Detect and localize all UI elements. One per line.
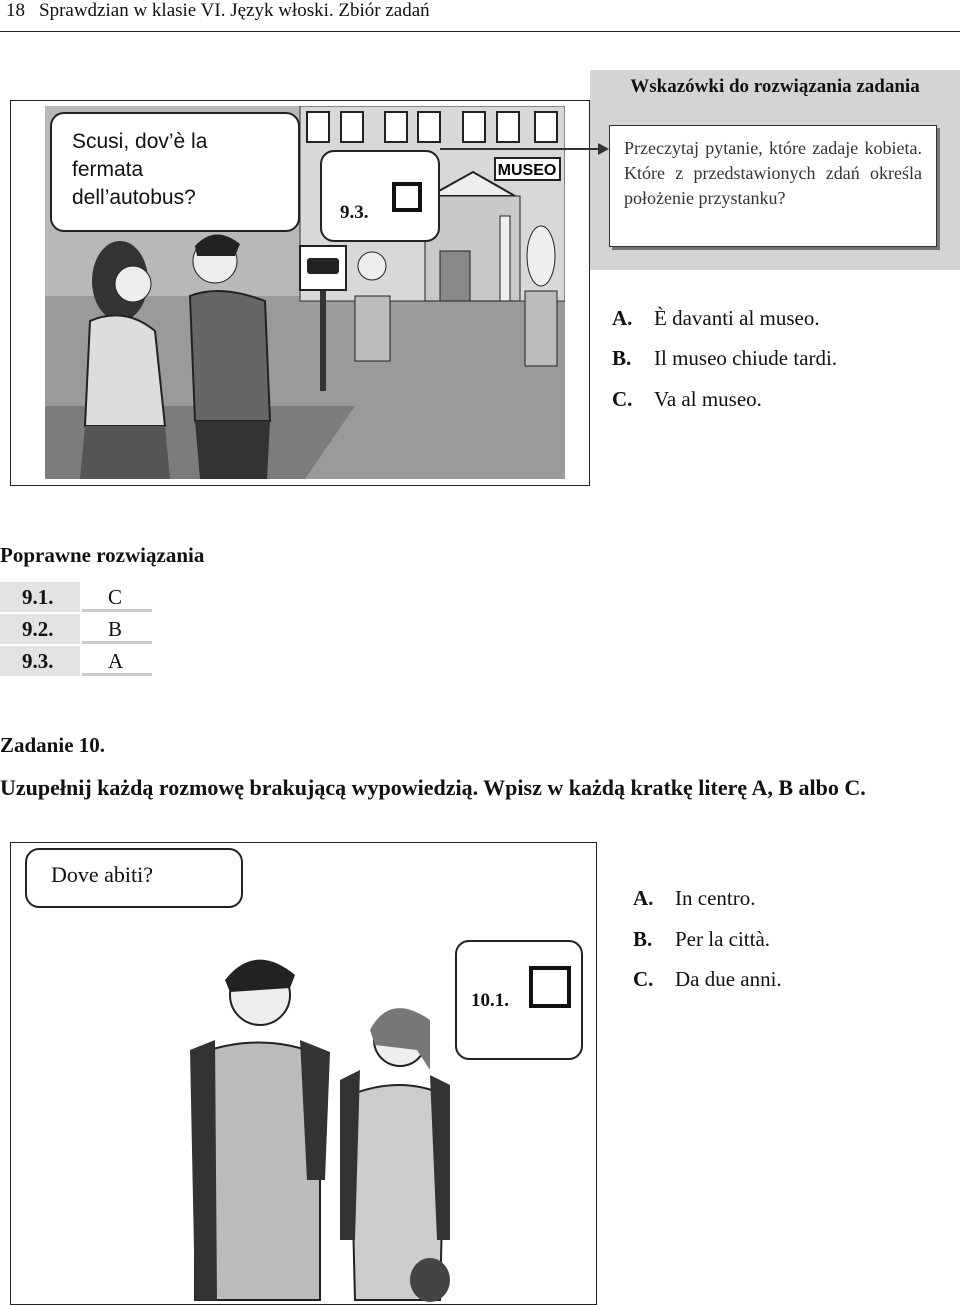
speech-line: dell’autobus? bbox=[72, 186, 196, 209]
speech-line: fermata bbox=[72, 158, 144, 181]
hints-title: Wskazówki do rozwiązania zadania bbox=[630, 76, 920, 97]
answer-number: 10.1. bbox=[471, 990, 509, 1011]
solutions-title: Poprawne rozwiązania bbox=[0, 543, 205, 567]
pointer-arrow-icon bbox=[598, 143, 609, 155]
answer-bubble-9-3 bbox=[320, 150, 440, 242]
task10-instruction: Uzupełnij każdą rozmowę brakującą wypowiedzią. Wpisz w każdą kratkę literę A, B albo C. bbox=[0, 775, 866, 800]
option-b: B. Il museo chiude tardi. bbox=[612, 346, 838, 370]
option-c: C. Va al museo. bbox=[612, 387, 762, 411]
answer-box[interactable] bbox=[392, 182, 422, 212]
pointer-arrow-line bbox=[440, 148, 600, 150]
answer-bubble-10-1 bbox=[455, 940, 583, 1060]
running-title: Sprawdzian w klasie VI. Język włoski. Zbiór zadań bbox=[39, 0, 430, 21]
woman-speech-bubble bbox=[50, 112, 300, 232]
option-a: A. In centro. bbox=[633, 886, 756, 910]
header-rule bbox=[0, 31, 960, 32]
option-b: B. Per la città. bbox=[633, 927, 771, 951]
answer-box[interactable] bbox=[529, 966, 571, 1008]
hint-text: Przeczytaj pytanie, które zadaje kobieta. Które z przedstawionych zdań określa położenie przystanku? bbox=[609, 125, 937, 247]
page-header bbox=[6, 0, 430, 22]
boy-speech-bubble: Dove abiti? bbox=[25, 848, 243, 908]
answer-number: 9.3. bbox=[340, 202, 369, 223]
speech-line: Scusi, dov’è la bbox=[72, 130, 208, 153]
museum-sign: MUSEO bbox=[497, 162, 557, 179]
task10-title: Zadanie 10. bbox=[0, 733, 106, 757]
option-a: A. È davanti al museo. bbox=[612, 306, 820, 330]
page-number: 18 bbox=[6, 0, 25, 21]
option-c: C. Da due anni. bbox=[633, 967, 782, 991]
